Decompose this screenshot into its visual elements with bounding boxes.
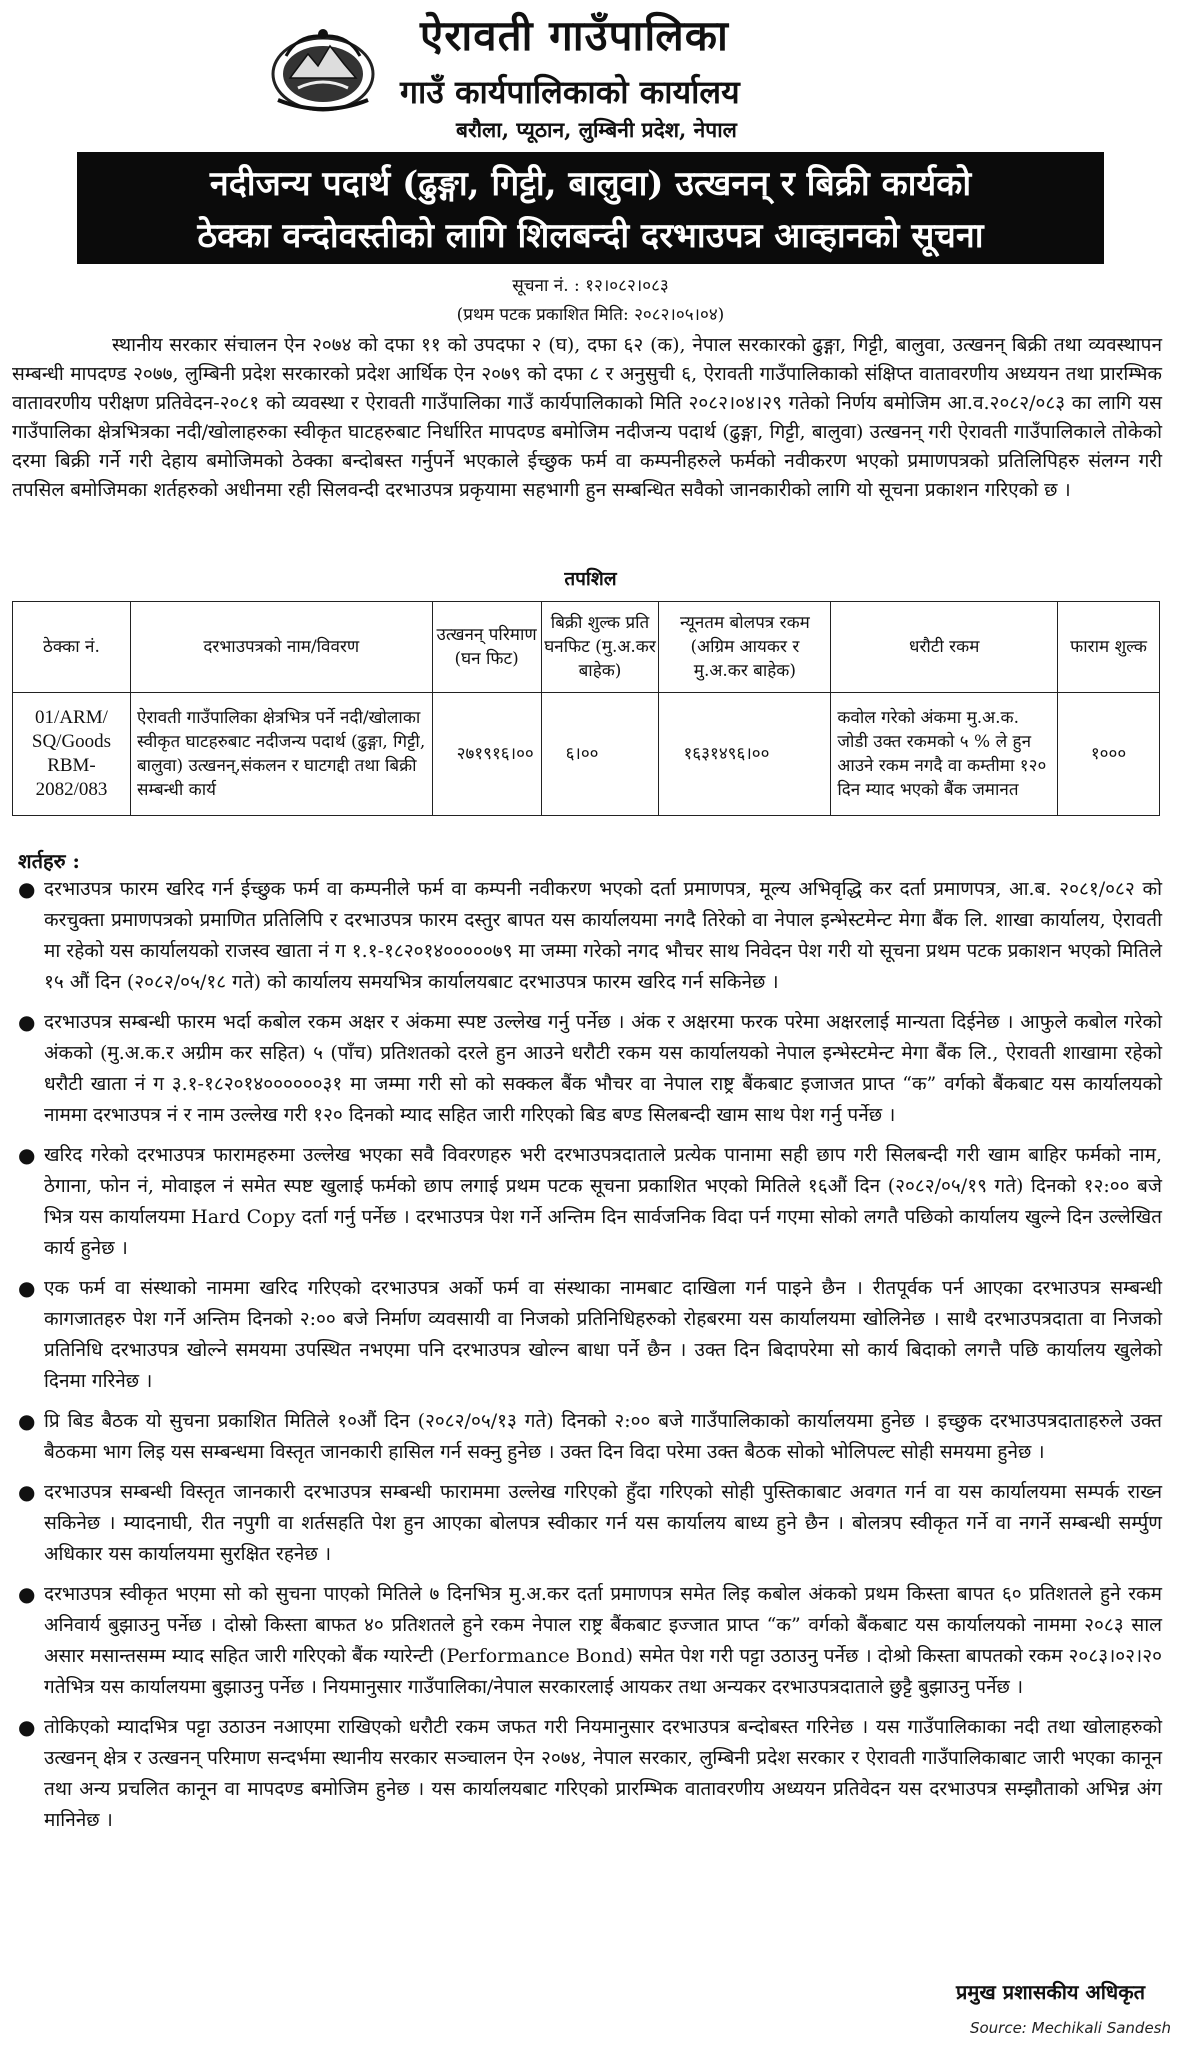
- bullet-icon: ●: [18, 1715, 36, 1739]
- signatory-title: प्रमुख प्रशासकीय अधिकृत: [956, 1980, 1145, 2004]
- table-header-row: [13, 602, 1160, 693]
- bullet-icon: ●: [18, 1582, 36, 1606]
- terms-list: [12, 874, 1162, 1845]
- list-item: [12, 874, 1162, 998]
- table-header: बिक्री शुल्क प्रति घनफिट (मु.अ.कर बाहेक): [541, 602, 659, 693]
- schedule-title: तपशिल: [564, 568, 617, 590]
- deposit-cell: कवोल गरेको अंकमा मु.अ.क. जोडी उक्त रकमको ५ % ले हुन आउने रकम नगदै वा कम्तीमा १२० दिन म्याद भएको बैंक जमानत: [831, 693, 1058, 816]
- min-bid-cell: १६३१४९६।००: [659, 693, 831, 816]
- term-text: दरभाउपत्र सम्बन्धी विस्तृत जानकारी दरभाउपत्र सम्बन्धी फाराममा उल्लेख गरिएको हुँदा गरिएको सोही पुस्तिकाबाट अवगत गर्न वा यस कार्यालयमा सम्पर्क राख्न सकिनेछ । म्यादनाघी, रीत नपुगी वा शर्तसहति पेश हुन आएका बोलपत्र स्वीकार गर्न यस कार्यालय बाध्य हुने छैन । बोलत्रप स्वीकृत गर्ने वा नगर्ने सम्बन्धी सर्म्पुण अधिकार यस कार्यालयमा सुरक्षित रहनेछ ।: [44, 1481, 1162, 1565]
- list-item: [12, 1273, 1162, 1397]
- nepal-emblem-icon: [268, 26, 378, 114]
- quantity-cell: २७१९१६।००: [432, 693, 541, 816]
- contract-table: [12, 601, 1160, 816]
- list-item: [12, 1007, 1162, 1131]
- bullet-icon: ●: [18, 1010, 36, 1034]
- table-header: न्यूनतम बोलपत्र रकम (अग्रिम आयकर र मु.अ.कर बाहेक): [659, 602, 831, 693]
- form-fee-cell: १०००: [1058, 693, 1160, 816]
- rate-cell: ६।००: [541, 693, 659, 816]
- term-text: दरभाउपत्र फारम खरिद गर्न ईच्छुक फर्म वा कम्पनीले फर्म वा कम्पनी नवीकरण भएको दर्ता प्रमाणपत्र, मूल्य अभिवृद्धि कर दर्ता प्रमाणपत्र, आ.ब. २०८१/०८२ को करचुक्ता प्रमाणपत्रको प्रमाणित प्रतिलिपि र दरभाउपत्र फारम दस्तुर बापत यस कार्यालयमा नगदै तिरेको वा नेपाल इन्भेस्टमेन्ट मेगा बैंक लि. शाखा कार्यालय, ऐरावती मा रहेको यस कार्यालयको राजस्व खाता नं ग १.१-१८२०१४०००००७९ मा जम्मा गरेको नगद भौचर साथ निवेदन पेश गरी यो सूचना प्रथम पटक प्रकाशन भएको मितिले १५ औं दिन (२०८२/०५/१८ गते) को कार्यालय समयभित्र कार्यालयबाट दरभाउपत्र फारम खरिद गर्न सकिनेछ ।: [44, 878, 1162, 993]
- banner-line-2: ठेक्का वन्दोवस्तीको लागि शिलबन्दी दरभाउपत्र आव्हानको सूचना: [197, 216, 984, 256]
- table-header: धरौटी रकम: [831, 602, 1058, 693]
- list-item: [12, 1579, 1162, 1703]
- terms-heading: शर्तहरु :: [18, 849, 80, 873]
- bullet-icon: ●: [18, 1276, 36, 1300]
- source-credit: Source: Mechikali Sandesh: [969, 2019, 1171, 2037]
- contract-number-cell: 01/ARM/ SQ/Goods RBM- 2082/083: [13, 693, 131, 816]
- list-item: [12, 1477, 1162, 1570]
- table-header: दरभाउपत्रको नाम/विवरण: [130, 602, 432, 693]
- term-text: दरभाउपत्र स्वीकृत भएमा सो को सुचना पाएको मितिले ७ दिनभित्र मु.अ.कर दर्ता प्रमाणपत्र समेत लिइ कबोल अंकको प्रथम किस्ता बापत ६० प्रतिशतले हुने रकम अनिवार्य बुझाउनु पर्नेछ । दोस्रो किस्ता बाफत ४० प्रतिशतले हुने रकम नेपाल राष्ट्र बैंकबाट इज्जात प्राप्त “क” वर्गको बैंकबाट यस कार्यालयको नाममा २०८३ साल असार मसान्तसम्म म्याद सहित जारी गरिएको बैंक ग्यारेन्टी (Performance Bond) समेत पेश गरी पट्टा उठाउनु पर्नेछ । दोश्रो किस्ता बापतको रकम २०८३।०२।२० गतेभित्र यस कार्यालयमा बुझाउनु पर्नेछ । नियमानुसार गाउँपालिका/नेपाल सरकारलाई आयकर तथा अन्यकर दरभाउपत्रदाताले छुट्टै बुझाउनु पर्नेछ ।: [44, 1583, 1162, 1698]
- table-row: [13, 693, 1160, 816]
- term-text: दरभाउपत्र सम्बन्धी फारम भर्दा कबोल रकम अक्षर र अंकमा स्पष्ट उल्लेख गर्नु पर्नेछ । अंक र अक्षरमा फरक परेमा अक्षरलाई मान्यता दिईनेछ । आफुले कबोल गरेको अंकको (मु.अ.क.र अग्रीम कर सहित) ५ (पाँच) प्रतिशतको दरले हुन आउने धरौटी रकम यस कार्यालयको नेपाल इन्भेस्टमेन्ट मेगा बैंक लि., ऐरावती शाखामा रहेको धरौटी खाता नं ग ३.१-१८२०१४००००००३१ मा जम्मा गरी सो को सक्कल बैंक भौचर वा नेपाल राष्ट्र बैंकबाट इजाजत प्राप्त “क” वर्गको बैंकबाट यस कार्यालयको नाममा दरभाउपत्र नं र नाम उल्लेख गरी १२० दिनको म्याद सहित जारी गरिएको बिड बण्ड सिलबन्दी खाम साथ पेश गर्नु पर्नेछ ।: [44, 1011, 1162, 1126]
- description-cell: ऐरावती गाउँपालिका क्षेत्रभित्र पर्ने नदी/खोलाका स्वीकृत घाटहरुबाट नदीजन्य पदार्थ (ढुङ्गा, गिट्टी, बालुवा) उत्खनन्,संकलन र घाटगद्दी तथा बिक्री सम्बन्धी कार्य: [130, 693, 432, 816]
- list-item: [12, 1712, 1162, 1836]
- office-name: ऐरावती गाउँपालिका: [420, 11, 729, 60]
- term-text: खरिद गरेको दरभाउपत्र फारामहरुमा उल्लेख भएका सवै विवरणहरु भरी दरभाउपत्रदाताले प्रत्येक पानामा सही छाप गरी सिलबन्दी गरी खाम बाहिर फर्मको नाम, ठेगाना, फोन नं, मोवाइल नं समेत स्पष्ट खुलाई फर्मको छाप लगाई प्रथम पटक सूचना प्रकाशित भएको मितिले १६औं दिन (२०८२/०५/१९ गते) दिनको १२:०० बजे भित्र यस कार्यालयमा Hard Copy दर्ता गर्नु पर्नेछ । दरभाउपत्र पेश गर्ने अन्तिम दिन सार्वजनिक विदा पर्न गएमा सोको लगतै पछिको कार्यालय खुल्ने दिन उल्लेखित कार्य हुनेछ ।: [44, 1144, 1162, 1259]
- bullet-icon: ●: [18, 877, 36, 901]
- intro-text: स्थानीय सरकार संचालन ऐन २०७४ को दफा ११ को उपदफा २ (घ), दफा ६२ (क), नेपाल सरकारको ढुङ्गा, गिट्टी, बालुवा, उत्खनन् बिक्री तथा व्यवस्थापन सम्बन्धी मापदण्ड २०७७, लुम्बिनी प्रदेश सरकारको प्रदेश आर्थिक ऐन २०७९ को दफा ८ र अनुसुची ६, ऐरावती गाउँपालिकाको संक्षिप्त वातावरणीय अध्ययन तथा प्रारम्भिक वातावरणीय परीक्षण प्रतिवेदन-२०८१ को व्यवस्था र ऐरावती गाउँपालिका गाउँ कार्यपालिकाको मिति २०८२।०४।२९ गतेको निर्णय बमोजिम आ.व.२०८२/०८३ का लागि यस गाउँपालिका क्षेत्रभित्रका नदी/खोलाहरुका स्वीकृत घाटहरुबाट निर्धारित मापदण्ड बमोजिम नदीजन्य पदार्थ (ढुङ्गा, गिट्टी, बालुवा) उत्खनन् गरी ऐरावती गाउँपालिकाले तोकेको दरमा बिक्री गर्ने गरी देहाय बमोजिमको ठेक्का बन्दोबस्त गर्नुपर्ने भएकाले ईच्छुक फर्म वा कम्पनीहरुले फर्मको नवीकरण भएको प्रमाणपत्रको प्रतिलिपिहरु संलग्न गरी तपसिल बमोजिमका शर्तहरुको अधीनमा रही सिलवन्दी दरभाउपत्र प्रकृयामा सहभागी हुन सम्बन्धित सवैको जानकारीको लागि यो सूचना प्रकाशन गरिएको छ ।: [12, 334, 1162, 501]
- bullet-icon: ●: [18, 1409, 36, 1433]
- term-text: तोकिएको म्यादभित्र पट्टा उठाउन नआएमा राखिएको धरौटी रकम जफत गरी नियमानुसार दरभाउपत्र बन्दोबस्त गरिनेछ । यस गाउँपालिकाका नदी तथा खोलाहरुको उत्खनन् क्षेत्र र उत्खनन् परिमाण सन्दर्भमा स्थानीय सरकार सञ्चालन ऐन २०७४, नेपाल सरकार, लुम्बिनी प्रदेश सरकार र ऐरावती गाउँपालिकाबाट जारी भएका कानून तथा अन्य प्रचलित कानून वा मापदण्ड बमोजिम हुनेछ । यस कार्यालयबाट गरिएको प्रारम्भिक वातावरणीय अध्ययन प्रतिवेदन यस दरभाउपत्र सम्झौताको अभिन्न अंग मानिनेछ ।: [44, 1716, 1162, 1831]
- table-header: फाराम शुल्क: [1058, 602, 1160, 693]
- term-text: एक फर्म वा संस्थाको नाममा खरिद गरिएको दरभाउपत्र अर्को फर्म वा संस्थाका नामबाट दाखिला गर्न पाइने छैन । रीतपूर्वक पर्न आएका दरभाउपत्र सम्बन्धी कागजातहरु पेश गर्ने अन्तिम दिनको २:०० बजे निर्माण व्यवसायी वा निजको प्रतिनिधिहरुको रोहबरमा यस कार्यालयमा खोलिनेछ । साथै दरभाउपत्रदाता वा निजको प्रतिनिधि दरभाउपत्र खोल्ने समयमा उपस्थित नभएमा पनि दरभाउपत्र खोल्न बाधा पर्ने छैन । उक्त दिन बिदापरेमा सो कार्य बिदाको लगत्तै पछि कार्यालय खुलेको दिनमा गरिनेछ ।: [44, 1277, 1162, 1392]
- bullet-icon: ●: [18, 1480, 36, 1504]
- bullet-icon: ●: [18, 1143, 36, 1167]
- list-item: [12, 1140, 1162, 1264]
- office-subtitle: गाउँ कार्यपालिकाको कार्यालय: [400, 73, 740, 111]
- intro-paragraph: [12, 331, 1162, 505]
- term-text: प्रि बिड बैठक यो सुचना प्रकाशित मितिले १०औं दिन (२०८२/०५/१३ गते) दिनको २:०० बजे गाउँपालिकाको कार्यालयमा हुनेछ । इच्छुक दरभाउपत्रदाताहरुले उक्त बैठकमा भाग लिइ यस सम्बन्धमा विस्तृत जानकारी हासिल गर्न सक्नु हुनेछ । उक्त दिन विदा परेमा उक्त बैठक सोको भोलिपल्ट सोही समयमा हुनेछ ।: [44, 1410, 1162, 1463]
- list-item: [12, 1406, 1162, 1468]
- office-address: बरौला, प्यूठान, लुम्बिनी प्रदेश, नेपाल: [456, 117, 737, 142]
- notice-number: सूचना नं. : १२।०८२।०८३: [512, 276, 669, 296]
- table-header: ठेक्का नं.: [13, 602, 131, 693]
- publication-date: (प्रथम पटक प्रकाशित मिति: २०८२।०५।०४): [456, 305, 725, 325]
- notice-title-banner: [77, 152, 1104, 264]
- banner-line-1: नदीजन्य पदार्थ (ढुङ्गा, गिट्टी, बालुवा) उत्खनन् र बिक्री कार्यको: [209, 164, 972, 204]
- table-header: उत्खनन् परिमाण (घन फिट): [432, 602, 541, 693]
